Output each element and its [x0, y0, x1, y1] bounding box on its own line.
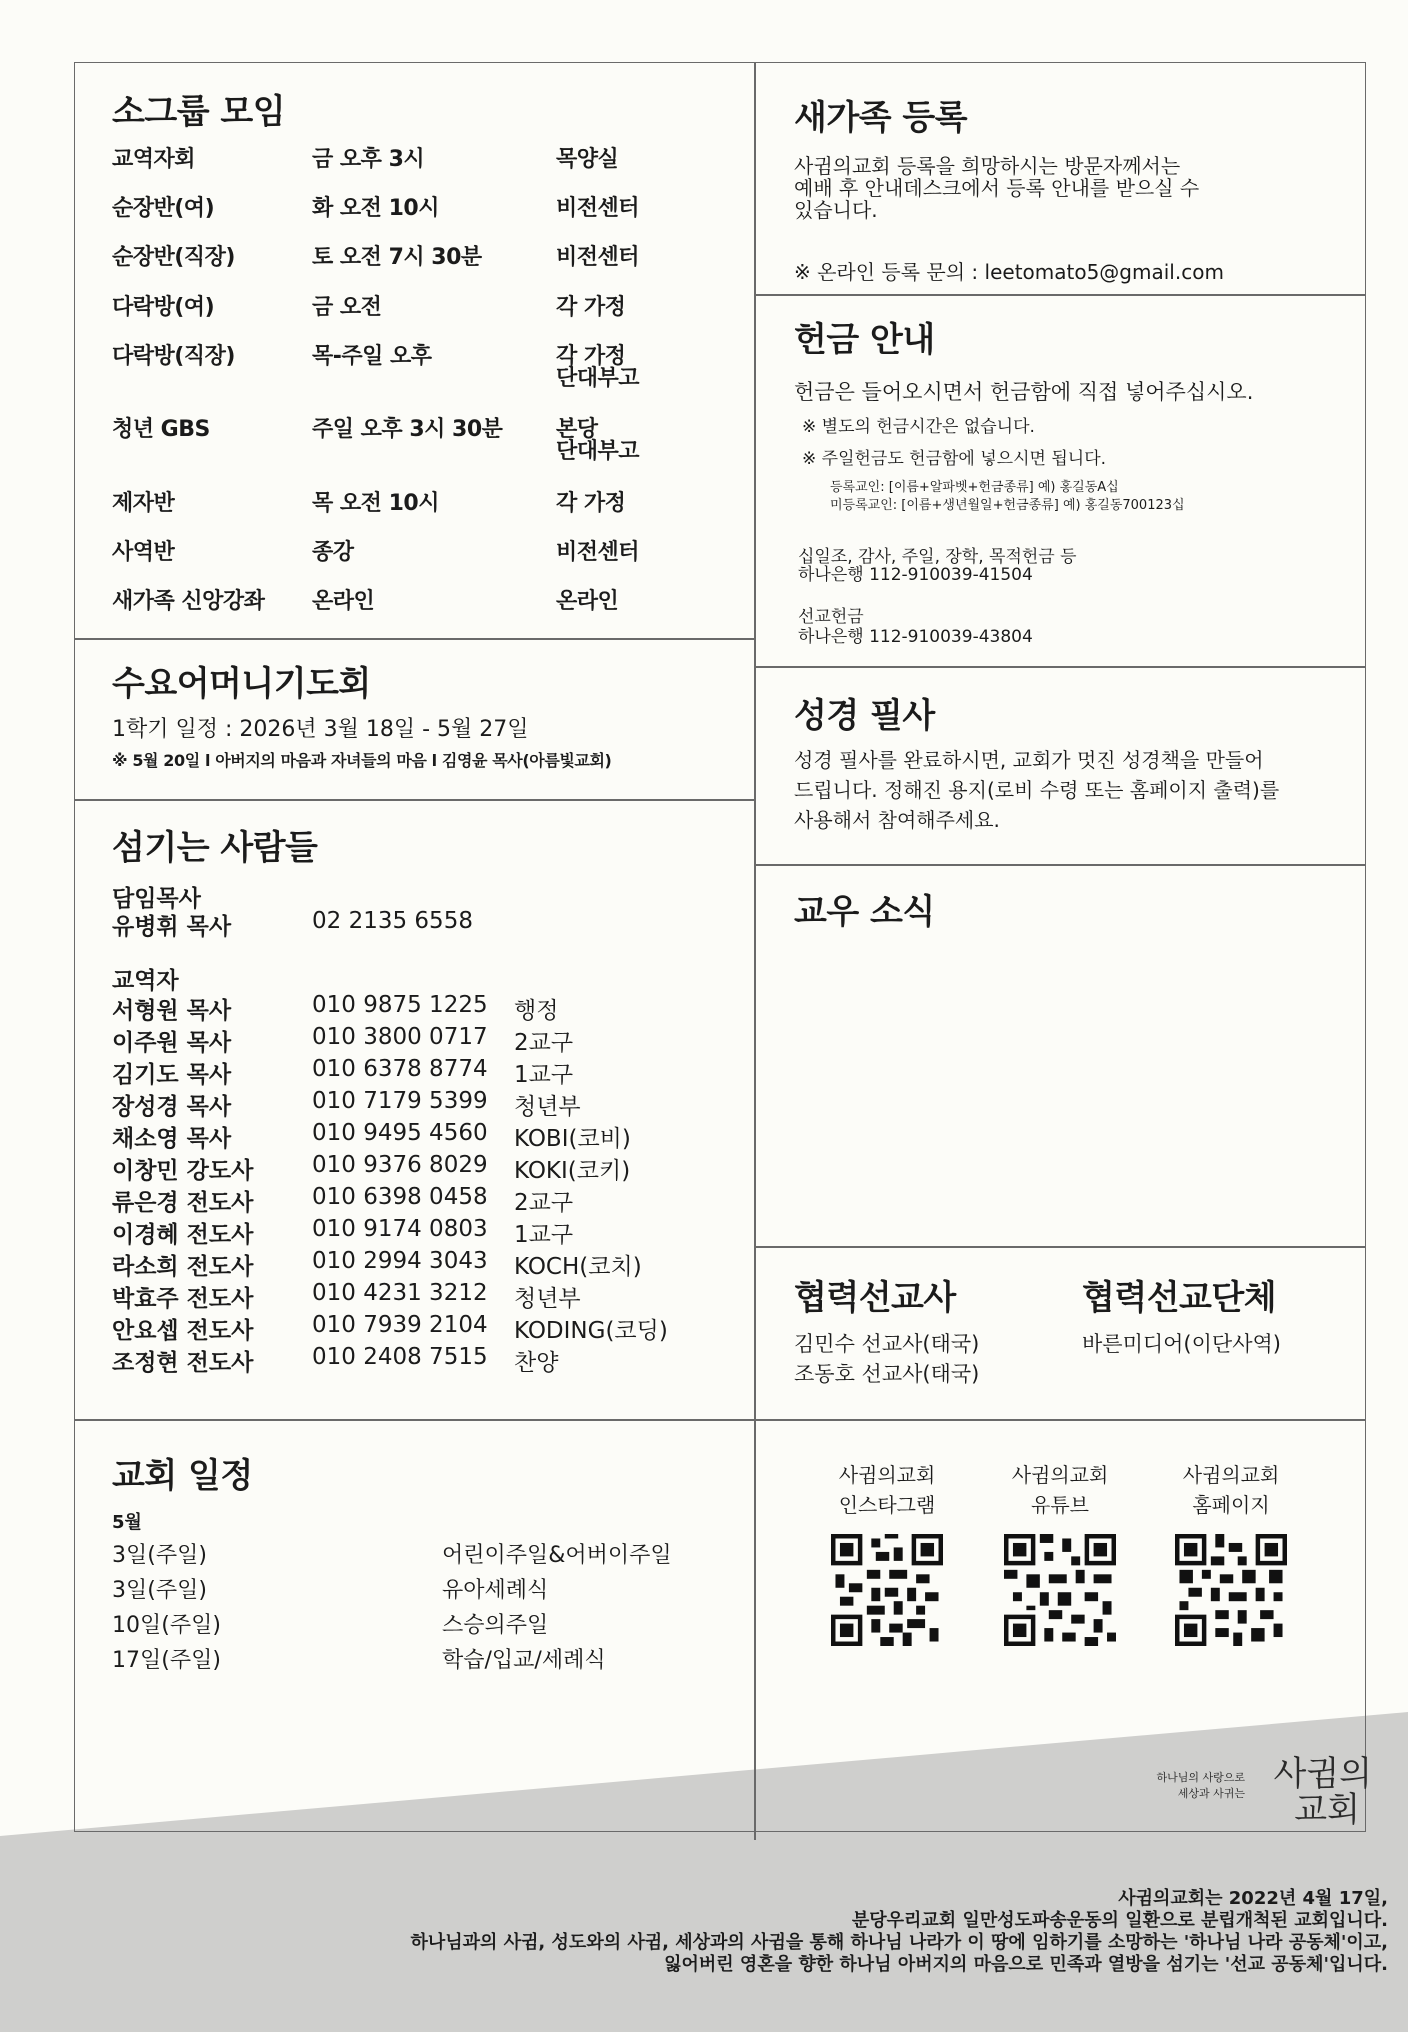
group-time: 종강 [312, 540, 354, 565]
group-name: 제자반 [112, 491, 175, 516]
missionary-item: 김민수 선교사(태국) [794, 1332, 980, 1356]
section-title: 새가족 등록 [794, 98, 968, 138]
group-name: 다락방(여) [112, 295, 215, 320]
staff-phone: 010 4231 3212 [312, 1280, 488, 1306]
section-title: 교우 소식 [794, 892, 935, 932]
staff-role: KOKI(코키) [514, 1158, 631, 1184]
group-time: 금 오후 3시 [312, 147, 425, 172]
staff-name: 박효주 전도사 [112, 1286, 254, 1312]
qr-label: 사귐의교회 [1011, 1463, 1109, 1487]
staff-name: 류은경 전도사 [112, 1190, 254, 1216]
staff-name: 이주원 목사 [112, 1030, 232, 1056]
section-title: 수요어머니기도회 [112, 664, 371, 704]
staff-role: KOBI(코비) [514, 1126, 631, 1152]
logo-text: 사귐의 [1273, 1754, 1372, 1794]
qr-label: 홈페이지 [1192, 1493, 1270, 1517]
bible-copy-text: 드립니다. 정해진 용지(로비 수령 또는 홈페이지 출력)를 [794, 778, 1280, 802]
new-family-section [794, 90, 1354, 284]
account-number: 하나은행 112-910039-41504 [798, 565, 1033, 585]
tagline-line: 세상과 사귀는 [1177, 1787, 1245, 1800]
group-place-secondary: 단대부고 [556, 366, 640, 391]
staff-name: 조정현 전도사 [112, 1350, 254, 1376]
staff-phone: 010 9875 1225 [312, 992, 488, 1018]
qr-code-icon[interactable] [831, 1534, 943, 1646]
staff-name: 장성경 목사 [112, 1094, 232, 1120]
qr-code-icon[interactable] [1175, 1534, 1287, 1646]
staff-name: 김기도 목사 [112, 1062, 232, 1088]
section-title: 협력선교단체 [1082, 1278, 1277, 1318]
bible-copy-text: 사용해서 참여해주세요. [794, 808, 1000, 832]
divider [754, 1246, 1366, 1248]
group-name: 순장반(직장) [112, 245, 235, 270]
senior-pastor-heading: 담임목사 [112, 886, 201, 912]
qr-label: 유튜브 [1031, 1493, 1089, 1517]
group-name: 사역반 [112, 540, 175, 565]
schedule-event: 유아세례식 [442, 1578, 549, 1603]
online-registration: ※ 온라인 등록 문의 : leetomato5@gmail.com [794, 260, 1224, 284]
divider [754, 666, 1366, 668]
prayer-schedule: 1학기 일정 : 2026년 3월 18일 - 5월 27일 [112, 717, 529, 742]
section-title: 소그룹 모임 [112, 92, 286, 132]
staff-phone: 010 7179 5399 [312, 1088, 488, 1114]
group-time: 온라인 [312, 589, 375, 614]
offering-note: ※ 주일헌금도 헌금함에 넣으시면 됩니다. [802, 449, 1107, 469]
staff-name: 이창민 강도사 [112, 1158, 254, 1184]
group-name: 새가족 신앙강좌 [112, 589, 265, 614]
offering-section [794, 312, 1354, 647]
staff-phone: 010 6398 0458 [312, 1184, 488, 1210]
footer-statement [410, 1888, 1388, 1976]
group-time: 화 오전 10시 [312, 196, 439, 221]
staff-phone: 010 9174 0803 [312, 1216, 488, 1242]
group-name: 청년 GBS [112, 417, 210, 442]
staff-name: 안요셉 전도사 [112, 1318, 254, 1344]
group-time: 토 오전 7시 30분 [312, 245, 482, 270]
group-place: 비전센터 [556, 245, 640, 270]
members-news-section [794, 884, 1354, 933]
footer-line: 분당우리교회 일만성도파송운동의 일환으로 분립개척된 교회입니다. [851, 1910, 1388, 1931]
group-place: 각 가정 [556, 295, 626, 320]
church-logo [1262, 1756, 1372, 1828]
qr-instagram[interactable] [812, 1460, 962, 1646]
small-groups-section [112, 84, 732, 614]
section-title: 헌금 안내 [794, 320, 935, 360]
staff-phone: 010 6378 8774 [312, 1056, 488, 1082]
staff-role: 1교구 [514, 1062, 574, 1088]
divider [754, 294, 1366, 296]
ministers-heading: 교역자 [112, 968, 179, 994]
group-place: 각 가정 [556, 491, 626, 516]
offering-main: 헌금은 들어오시면서 헌금함에 직접 넣어주십시오. [794, 380, 1254, 404]
divider [754, 864, 1366, 866]
staff-role: KODING(코딩) [514, 1318, 668, 1344]
wednesday-prayer-section [112, 656, 742, 770]
qr-youtube[interactable] [985, 1460, 1135, 1646]
footer-line: 사귐의교회는 2022년 4월 17일, [1118, 1888, 1388, 1909]
staff-name: 이경혜 전도사 [112, 1222, 254, 1248]
group-place: 목양실 [556, 147, 619, 172]
divider [74, 638, 754, 640]
group-time: 금 오전 [312, 295, 382, 320]
new-family-text: 사귐의교회 등록을 희망하시는 방문자께서는 [794, 154, 1181, 178]
section-title: 교회 일정 [112, 1456, 253, 1496]
group-place: 각 가정 [556, 344, 626, 369]
account-number: 하나은행 112-910039-43804 [798, 627, 1033, 647]
group-time: 주일 오후 3시 30분 [312, 417, 503, 442]
offering-unregistered: 미등록교인: [이름+생년월일+헌금종류] 예) 홍길동700123십 [830, 498, 1185, 513]
section-title: 섬기는 사람들 [112, 828, 318, 868]
staff-role: 행정 [514, 998, 559, 1024]
schedule-month: 5월 [112, 1512, 142, 1533]
schedule-date: 3일(주일) [112, 1543, 207, 1568]
staff-section [112, 820, 732, 1376]
staff-phone: 010 3800 0717 [312, 1024, 488, 1050]
staff-phone: 010 9376 8029 [312, 1152, 488, 1178]
account-label: 선교헌금 [798, 607, 864, 627]
staff-role: 청년부 [514, 1286, 581, 1312]
staff-role: 청년부 [514, 1094, 581, 1120]
staff-phone: 010 2408 7515 [312, 1344, 488, 1370]
group-place: 온라인 [556, 589, 619, 614]
staff-name: 서형원 목사 [112, 998, 232, 1024]
tagline-line: 하나님의 사랑으로 [1156, 1771, 1245, 1784]
new-family-text: 있습니다. [794, 198, 878, 222]
section-title: 협력선교사 [794, 1278, 956, 1318]
offering-note: ※ 별도의 헌금시간은 없습니다. [802, 417, 1035, 437]
column-divider [754, 62, 756, 1840]
qr-code-icon[interactable] [1004, 1534, 1116, 1646]
missionary-item: 조동호 선교사(태국) [794, 1362, 980, 1386]
staff-name: 라소희 전도사 [112, 1254, 254, 1280]
group-time: 목-주일 오후 [312, 344, 432, 369]
qr-label: 사귐의교회 [838, 1463, 936, 1487]
staff-role: 2교구 [514, 1190, 574, 1216]
group-place-secondary: 단대부고 [556, 439, 640, 464]
staff-name: 유병휘 목사 [112, 914, 232, 940]
qr-label: 인스타그램 [838, 1493, 936, 1517]
divider [754, 1419, 1366, 1421]
schedule-event: 어린이주일&어버이주일 [442, 1543, 672, 1568]
logo-tagline [1130, 1770, 1245, 1802]
group-name: 교역자회 [112, 147, 196, 172]
bible-copy-text: 성경 필사를 완료하시면, 교회가 멋진 성경책을 만들어 [794, 748, 1264, 772]
account-label: 십일조, 감사, 주일, 장학, 목적헌금 등 [798, 547, 1077, 567]
staff-phone: 010 7939 2104 [312, 1312, 488, 1338]
schedule-date: 3일(주일) [112, 1578, 207, 1603]
staff-phone: 02 2135 6558 [312, 908, 473, 934]
new-family-text: 예배 후 안내데스크에서 등록 안내를 받으실 수 [794, 176, 1200, 200]
group-time: 목 오전 10시 [312, 491, 439, 516]
schedule-event: 스승의주일 [442, 1613, 549, 1638]
group-name: 다락방(직장) [112, 344, 235, 369]
staff-phone: 010 9495 4560 [312, 1120, 488, 1146]
prayer-note: ※ 5월 20일 l 아버지의 마음과 자녀들의 마음 l 김영윤 목사(아름빛교회) [112, 751, 612, 770]
logo-text: 교회 [1294, 1790, 1360, 1830]
qr-homepage[interactable] [1156, 1460, 1306, 1646]
divider [74, 799, 754, 801]
schedule-date: 17일(주일) [112, 1648, 221, 1673]
group-place: 본당 [556, 417, 598, 442]
staff-name: 채소영 목사 [112, 1126, 232, 1152]
staff-role: 찬양 [514, 1350, 559, 1376]
mission-org-item: 바른미디어(이단사역) [1082, 1332, 1281, 1356]
group-place: 비전센터 [556, 196, 640, 221]
footer-line: 잃어버린 영혼을 향한 하나님 아버지의 마음으로 민족과 열방을 섬기는 '선교 공동체'입니다. [664, 1954, 1388, 1975]
section-title: 성경 필사 [794, 696, 935, 736]
staff-role: KOCH(코치) [514, 1254, 642, 1280]
staff-phone: 010 2994 3043 [312, 1248, 488, 1274]
divider [74, 1419, 754, 1421]
group-place: 비전센터 [556, 540, 640, 565]
bible-copy-section [794, 688, 1354, 832]
qr-label: 사귐의교회 [1182, 1463, 1280, 1487]
mission-orgs-section [1082, 1270, 1362, 1356]
offering-registered: 등록교인: [이름+알파벳+헌금종류] 예) 홍길동A십 [830, 480, 1119, 495]
staff-role: 2교구 [514, 1030, 574, 1056]
schedule-event: 학습/입교/세례식 [442, 1648, 606, 1673]
group-name: 순장반(여) [112, 196, 215, 221]
staff-role: 1교구 [514, 1222, 574, 1248]
church-schedule-section [112, 1448, 732, 1673]
footer-line: 하나님과의 사귐, 성도와의 사귐, 세상과의 사귐을 통해 하나님 나라가 이 땅에 임하기를 소망하는 '하나님 나라 공동체'이고, [410, 1932, 1388, 1953]
missionaries-section [794, 1270, 1074, 1386]
schedule-date: 10일(주일) [112, 1613, 221, 1638]
